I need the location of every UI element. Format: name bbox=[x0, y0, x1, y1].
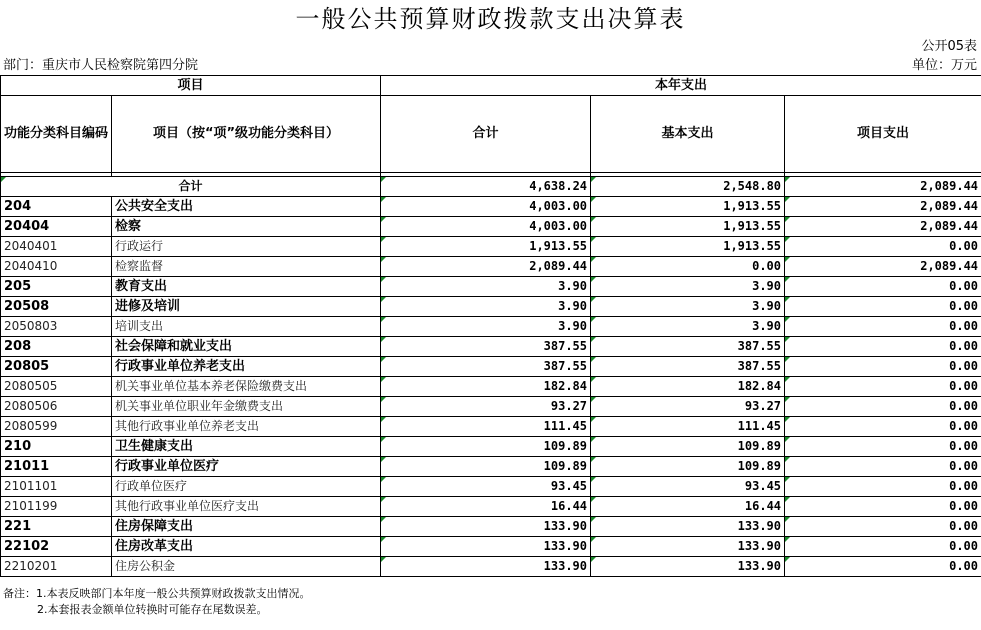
row-code[interactable]: 2050803 bbox=[1, 317, 112, 337]
unit-label: 单位：万元 bbox=[911, 58, 977, 73]
row-name[interactable]: 行政运行 bbox=[112, 237, 381, 257]
row-basic[interactable]: 93.45 bbox=[591, 477, 785, 497]
row-project[interactable]: 0.00 bbox=[785, 537, 981, 557]
row-project[interactable]: 0.00 bbox=[785, 517, 981, 537]
row-project[interactable]: 0.00 bbox=[785, 377, 981, 397]
row-total[interactable]: 16.44 bbox=[381, 497, 591, 517]
header-total-col[interactable]: 合计 bbox=[381, 96, 591, 173]
row-total[interactable]: 109.89 bbox=[381, 437, 591, 457]
row-code[interactable]: 2040401 bbox=[1, 237, 112, 257]
row-total[interactable]: 111.45 bbox=[381, 417, 591, 437]
row-name[interactable]: 公共安全支出 bbox=[112, 197, 381, 217]
row-name[interactable]: 住房改革支出 bbox=[112, 537, 381, 557]
row-project[interactable]: 2,089.44 bbox=[785, 217, 981, 237]
row-project[interactable]: 2,089.44 bbox=[785, 197, 981, 217]
row-basic[interactable]: 1,913.55 bbox=[591, 237, 785, 257]
row-name[interactable]: 住房保障支出 bbox=[112, 517, 381, 537]
row-basic[interactable]: 133.90 bbox=[591, 537, 785, 557]
table-row bbox=[1, 397, 981, 417]
table-row bbox=[1, 457, 981, 477]
table-row bbox=[1, 537, 981, 557]
row-name[interactable]: 培训支出 bbox=[112, 317, 381, 337]
form-code: 公开05表 bbox=[921, 39, 977, 54]
row-code[interactable]: 22102 bbox=[1, 537, 112, 557]
table-row bbox=[1, 257, 981, 277]
row-code[interactable]: 2101199 bbox=[1, 497, 112, 517]
total-basic-cell[interactable]: 2,548.80 bbox=[591, 177, 785, 197]
table-row bbox=[1, 217, 981, 237]
header-name-col[interactable]: 项目（按“项”级功能分类科目） bbox=[112, 96, 381, 173]
row-total[interactable]: 182.84 bbox=[381, 377, 591, 397]
row-project[interactable]: 0.00 bbox=[785, 297, 981, 317]
row-code[interactable]: 2040410 bbox=[1, 257, 112, 277]
row-basic[interactable]: 387.55 bbox=[591, 337, 785, 357]
row-name[interactable]: 其他行政事业单位养老支出 bbox=[112, 417, 381, 437]
row-basic[interactable]: 1,913.55 bbox=[591, 217, 785, 237]
header-project[interactable]: 项目 bbox=[1, 76, 381, 96]
row-total[interactable]: 387.55 bbox=[381, 337, 591, 357]
row-code[interactable]: 2210201 bbox=[1, 557, 112, 577]
row-name[interactable]: 其他行政事业单位医疗支出 bbox=[112, 497, 381, 517]
row-project[interactable]: 0.00 bbox=[785, 437, 981, 457]
row-total[interactable]: 2,089.44 bbox=[381, 257, 591, 277]
table-row bbox=[1, 197, 981, 217]
row-project[interactable]: 0.00 bbox=[785, 337, 981, 357]
row-basic[interactable]: 387.55 bbox=[591, 357, 785, 377]
footnote-2: 2.本套报表金额单位转换时可能存在尾数误差。 bbox=[37, 603, 268, 616]
row-name[interactable]: 行政单位医疗 bbox=[112, 477, 381, 497]
row-project[interactable]: 0.00 bbox=[785, 357, 981, 377]
row-code[interactable]: 208 bbox=[1, 337, 112, 357]
row-project[interactable]: 0.00 bbox=[785, 557, 981, 577]
row-total[interactable]: 109.89 bbox=[381, 457, 591, 477]
row-project[interactable]: 0.00 bbox=[785, 497, 981, 517]
row-name[interactable]: 检察 bbox=[112, 217, 381, 237]
row-total[interactable]: 133.90 bbox=[381, 557, 591, 577]
header-row-1 bbox=[1, 76, 981, 96]
table-row bbox=[1, 497, 981, 517]
row-basic[interactable]: 111.45 bbox=[591, 417, 785, 437]
row-code[interactable]: 2101101 bbox=[1, 477, 112, 497]
row-total[interactable]: 133.90 bbox=[381, 537, 591, 557]
table-row bbox=[1, 417, 981, 437]
row-code[interactable]: 20508 bbox=[1, 297, 112, 317]
table-row bbox=[1, 337, 981, 357]
header-code-col[interactable]: 功能分类科目编码 bbox=[1, 96, 112, 173]
row-name[interactable]: 卫生健康支出 bbox=[112, 437, 381, 457]
row-code[interactable]: 20805 bbox=[1, 357, 112, 377]
total-sum-cell[interactable]: 4,638.24 bbox=[381, 177, 591, 197]
row-name[interactable]: 进修及培训 bbox=[112, 297, 381, 317]
header-project-col[interactable]: 项目支出 bbox=[785, 96, 981, 173]
table-row bbox=[1, 297, 981, 317]
row-basic[interactable]: 16.44 bbox=[591, 497, 785, 517]
row-basic[interactable]: 1,913.55 bbox=[591, 197, 785, 217]
row-basic[interactable]: 182.84 bbox=[591, 377, 785, 397]
row-project[interactable]: 0.00 bbox=[785, 457, 981, 477]
table-row bbox=[1, 557, 981, 577]
row-basic[interactable]: 133.90 bbox=[591, 557, 785, 577]
row-total[interactable]: 4,003.00 bbox=[381, 197, 591, 217]
row-code[interactable]: 2080506 bbox=[1, 397, 112, 417]
row-basic[interactable]: 3.90 bbox=[591, 297, 785, 317]
row-name[interactable]: 行政事业单位养老支出 bbox=[112, 357, 381, 377]
row-total[interactable]: 3.90 bbox=[381, 297, 591, 317]
row-project[interactable]: 0.00 bbox=[785, 397, 981, 417]
row-project[interactable]: 0.00 bbox=[785, 277, 981, 297]
row-code[interactable]: 20404 bbox=[1, 217, 112, 237]
table-row bbox=[1, 317, 981, 337]
row-code[interactable]: 2080505 bbox=[1, 377, 112, 397]
row-total[interactable]: 3.90 bbox=[381, 277, 591, 297]
row-total[interactable]: 3.90 bbox=[381, 317, 591, 337]
table-row bbox=[1, 237, 981, 257]
footnote-1: 备注：1.本表反映部门本年度一般公共预算财政拨款支出情况。 bbox=[3, 587, 311, 600]
row-total[interactable]: 387.55 bbox=[381, 357, 591, 377]
row-project[interactable]: 0.00 bbox=[785, 237, 981, 257]
row-code[interactable]: 210 bbox=[1, 437, 112, 457]
report-title: 一般公共预算财政拨款支出决算表 bbox=[295, 5, 686, 33]
row-name[interactable]: 教育支出 bbox=[112, 277, 381, 297]
row-name[interactable]: 机关事业单位基本养老保险缴费支出 bbox=[112, 377, 381, 397]
row-total[interactable]: 1,913.55 bbox=[381, 237, 591, 257]
row-name[interactable]: 检察监督 bbox=[112, 257, 381, 277]
row-basic[interactable]: 109.89 bbox=[591, 457, 785, 477]
row-basic[interactable]: 109.89 bbox=[591, 437, 785, 457]
row-total[interactable]: 4,003.00 bbox=[381, 217, 591, 237]
expenditure-table bbox=[0, 75, 981, 577]
row-basic[interactable]: 3.90 bbox=[591, 277, 785, 297]
row-project[interactable]: 0.00 bbox=[785, 477, 981, 497]
header-row-2 bbox=[1, 96, 981, 173]
row-project[interactable]: 0.00 bbox=[785, 317, 981, 337]
department-label: 部门：重庆市人民检察院第四分院 bbox=[3, 58, 199, 73]
row-basic[interactable]: 133.90 bbox=[591, 517, 785, 537]
row-basic[interactable]: 3.90 bbox=[591, 317, 785, 337]
row-project[interactable]: 0.00 bbox=[785, 417, 981, 437]
row-total[interactable]: 133.90 bbox=[381, 517, 591, 537]
header-this-year[interactable]: 本年支出 bbox=[381, 76, 981, 96]
total-project-cell[interactable]: 2,089.44 bbox=[785, 177, 981, 197]
row-basic[interactable]: 93.27 bbox=[591, 397, 785, 417]
row-total[interactable]: 93.45 bbox=[381, 477, 591, 497]
row-code[interactable]: 205 bbox=[1, 277, 112, 297]
row-code[interactable]: 2080599 bbox=[1, 417, 112, 437]
footnotes bbox=[3, 586, 311, 618]
row-name[interactable]: 社会保障和就业支出 bbox=[112, 337, 381, 357]
header-basic-col[interactable]: 基本支出 bbox=[591, 96, 785, 173]
table-row bbox=[1, 477, 981, 497]
total-row bbox=[1, 177, 981, 197]
row-basic[interactable]: 0.00 bbox=[591, 257, 785, 277]
table-row bbox=[1, 357, 981, 377]
table-row bbox=[1, 517, 981, 537]
row-code[interactable]: 221 bbox=[1, 517, 112, 537]
table-row bbox=[1, 277, 981, 297]
row-name[interactable]: 行政事业单位医疗 bbox=[112, 457, 381, 477]
total-label[interactable]: 合计 bbox=[1, 177, 381, 197]
row-name[interactable]: 机关事业单位职业年金缴费支出 bbox=[112, 397, 381, 417]
row-name[interactable]: 住房公积金 bbox=[112, 557, 381, 577]
table-row bbox=[1, 377, 981, 397]
row-code[interactable]: 21011 bbox=[1, 457, 112, 477]
row-code[interactable]: 204 bbox=[1, 197, 112, 217]
row-project[interactable]: 2,089.44 bbox=[785, 257, 981, 277]
row-total[interactable]: 93.27 bbox=[381, 397, 591, 417]
table-row bbox=[1, 437, 981, 457]
